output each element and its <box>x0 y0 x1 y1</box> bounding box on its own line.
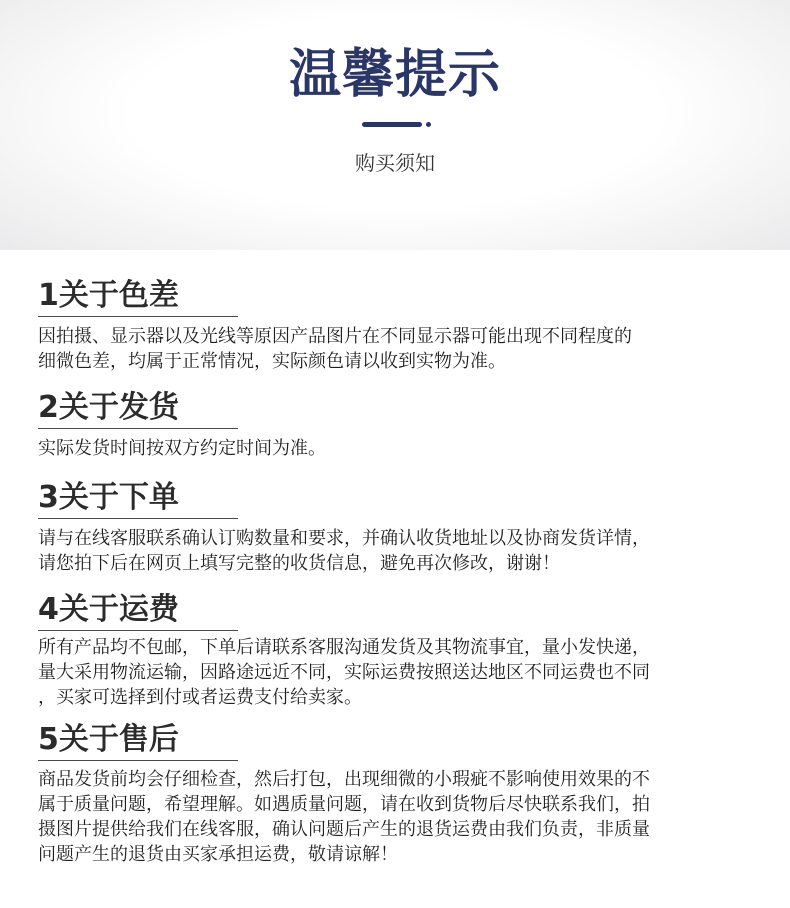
section-divider <box>38 518 238 519</box>
section-line: ，买家可选择到付或者运费支付给卖家。 <box>38 687 362 708</box>
section-line: 请您拍下后在网页上填写完整的收货信息，避免再次修改，谢谢！ <box>38 553 560 574</box>
section-heading: 5关于售后 <box>38 722 179 757</box>
section-line: 实际发货时间按双方约定时间为准。 <box>38 438 326 459</box>
section-line: 所有产品均不包邮，下单后请联系客服沟通发货及其物流事宜，量小发快递， <box>38 637 650 658</box>
section-line: 因拍摄、显示器以及光线等原因产品图片在不同显示器可能出现不同程度的 <box>38 326 632 347</box>
title-underline <box>362 122 422 127</box>
section-heading: 4关于运费 <box>38 592 179 627</box>
title-underline-dot <box>426 122 431 127</box>
page-subtitle: 购买须知 <box>355 151 435 175</box>
section-line: 摄图片提供给我们在线客服，确认问题后产生的退货运费由我们负责，非质量 <box>38 819 650 840</box>
section-line: 量大采用物流运输，因路途远近不同，实际运费按照送达地区不同运费也不同 <box>38 662 650 683</box>
section-divider <box>38 630 238 631</box>
section-line: 问题产生的退货由买家承担运费，敬请谅解！ <box>38 844 398 865</box>
section-body <box>38 436 758 461</box>
section-heading: 2关于发货 <box>38 390 179 425</box>
section-line: 细微色差，均属于正常情况，实际颜色请以收到实物为准。 <box>38 351 506 372</box>
section-divider <box>38 428 238 429</box>
section-line: 属于质量问题，希望理解。如遇质量问题，请在收到货物后尽快联系我们，拍 <box>38 794 650 815</box>
section-line: 商品发货前均会仔细检查，然后打包，出现细微的小瑕疵不影响使用效果的不 <box>38 769 650 790</box>
section-body <box>38 526 758 576</box>
section-divider <box>38 316 238 317</box>
section-heading: 1关于色差 <box>38 278 179 313</box>
section-body <box>38 324 758 374</box>
header-banner <box>0 0 790 250</box>
section-line: 请与在线客服联系确认订购数量和要求，并确认收货地址以及协商发货详情， <box>38 528 650 549</box>
section-heading: 3关于下单 <box>38 480 179 515</box>
page-title: 温馨提示 <box>288 45 501 105</box>
section-body <box>38 767 758 867</box>
section-divider <box>38 760 238 761</box>
section-body <box>38 635 758 710</box>
